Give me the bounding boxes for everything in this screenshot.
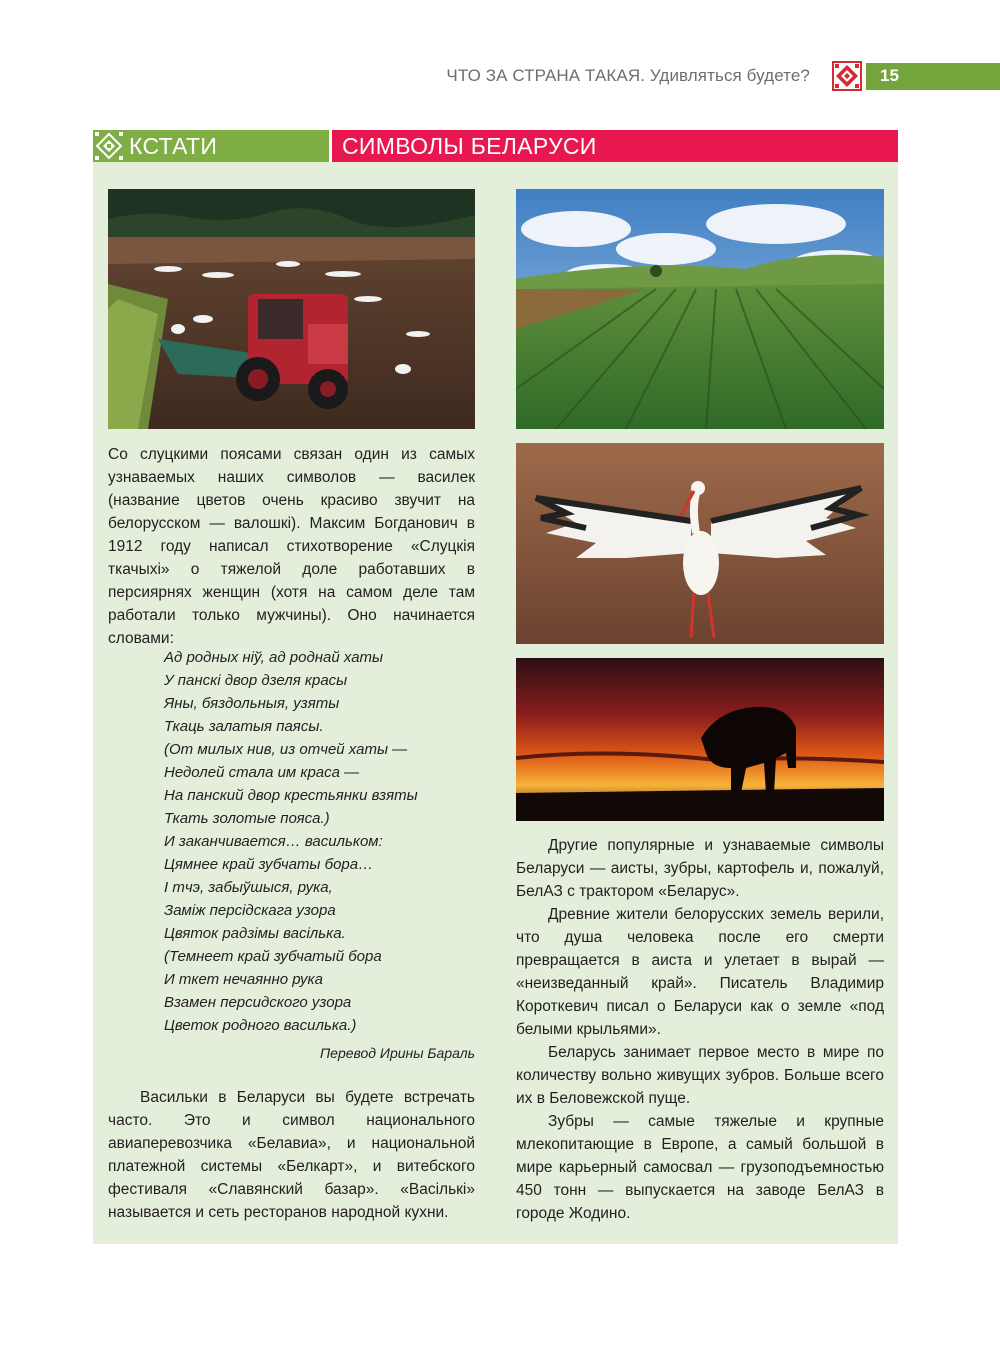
section-banner xyxy=(93,130,898,162)
stork-photo xyxy=(516,443,884,644)
intro-text: Со слуцкими поясами связан один из самых узнаваемых наших символов — василек (название цветов очень красиво звучит на белорусском — валошкі). Максим Богданович в 1912 году написал стихотворение «Слуцкія ткачыхі» о тяжелой доле работавших в персиярнях женщин (хотя на самом деле там работали только мужчины). Оно начинается словами: xyxy=(108,446,475,647)
poem-line: Цямнее край зубчаты бора… xyxy=(164,856,374,873)
paragraph: Другие популярные и узнаваемые символы Беларуси — аисты, зубры, картофель и, пожалуй, БелАЗ с трактором «Беларус». xyxy=(516,837,884,900)
poem-line: И ткет нечаянно рука xyxy=(164,971,323,988)
paragraph: Древние жители белорусских земель верили, что душа человека после его смерти превращается в аиста и улетает в вырай — «неизведанный край». Писатель Владимир Короткевич писал о Беларуси как о земле «под белыми крыльями». xyxy=(516,906,884,1038)
poem-line: Ткаць залатыя паясы. xyxy=(164,718,324,735)
poem-line: Заміж персідскага узора xyxy=(164,902,336,919)
banner-title-box xyxy=(332,130,898,162)
closing-text: Васильки в Беларуси вы будете встречать часто. Это и символ национального авиаперевозчика «Белавиа», и национальной платежной системы «Белкарт», и витебского фестиваля «Славянский базар». «Васількі» называется и сеть ресторанов народной кухни. xyxy=(108,1089,475,1221)
poem-line: Недолей стала им краса — xyxy=(164,764,360,781)
paragraph: Зубры — самые тяжелые и крупные млекопитающие в Европе, а самый большой в мире карьерный самосвал — грузоподъемностью 450 тонн — выпускается на заводе БелАЗ в городе Жодино. xyxy=(516,1113,884,1222)
poem-line: У панскі двор дзеля красы xyxy=(164,672,348,689)
poem-line: Ткать золотые пояса.) xyxy=(164,810,330,827)
poem xyxy=(164,646,464,1037)
poem-line: И заканчивается… васильком: xyxy=(164,833,383,850)
tractor-photo xyxy=(108,189,475,429)
poem-line: Ад родных ніў, ад роднай хаты xyxy=(164,649,384,666)
poem-line: Цветок родного василька.) xyxy=(164,1017,357,1034)
page-number-tab xyxy=(866,63,1000,90)
poem-line: І тчэ, забыўшыся, рука, xyxy=(164,879,333,896)
paragraph: Беларусь занимает первое место в мире по количеству вольно живущих зубров. Больше всего их в Беловежской пуще. xyxy=(516,1044,884,1107)
closing-paragraph xyxy=(108,1086,475,1224)
translation-credit: Перевод Ирины Бараль xyxy=(320,1045,475,1061)
page-number: 15 xyxy=(880,66,899,85)
bison-photo xyxy=(516,658,884,821)
banner-label: КСТАТИ xyxy=(129,133,218,159)
banner-title: СИМВОЛЫ БЕЛАРУСИ xyxy=(342,133,597,159)
ornament-icon xyxy=(93,130,125,162)
field-photo xyxy=(516,189,884,429)
poem-line: Цвяток радзімы васілька. xyxy=(164,925,346,942)
running-head: ЧТО ЗА СТРАНА ТАКАЯ. Удивляться будете? xyxy=(446,66,810,85)
poem-line: (От милых нив, из отчей хаты — xyxy=(164,741,408,758)
banner-ornament xyxy=(93,130,125,162)
poem-line: Взамен персидского узора xyxy=(164,994,352,1011)
poem-line: (Темнеет край зубчатый бора xyxy=(164,948,382,965)
right-column-text xyxy=(516,834,884,1225)
banner-label-box xyxy=(125,130,329,162)
intro-paragraph xyxy=(108,443,475,650)
poem-line: На панский двор крестьянки взяты xyxy=(164,787,418,804)
ornament-icon xyxy=(832,61,862,91)
poem-line: Яны, бяздольныя, узяты xyxy=(164,695,340,712)
